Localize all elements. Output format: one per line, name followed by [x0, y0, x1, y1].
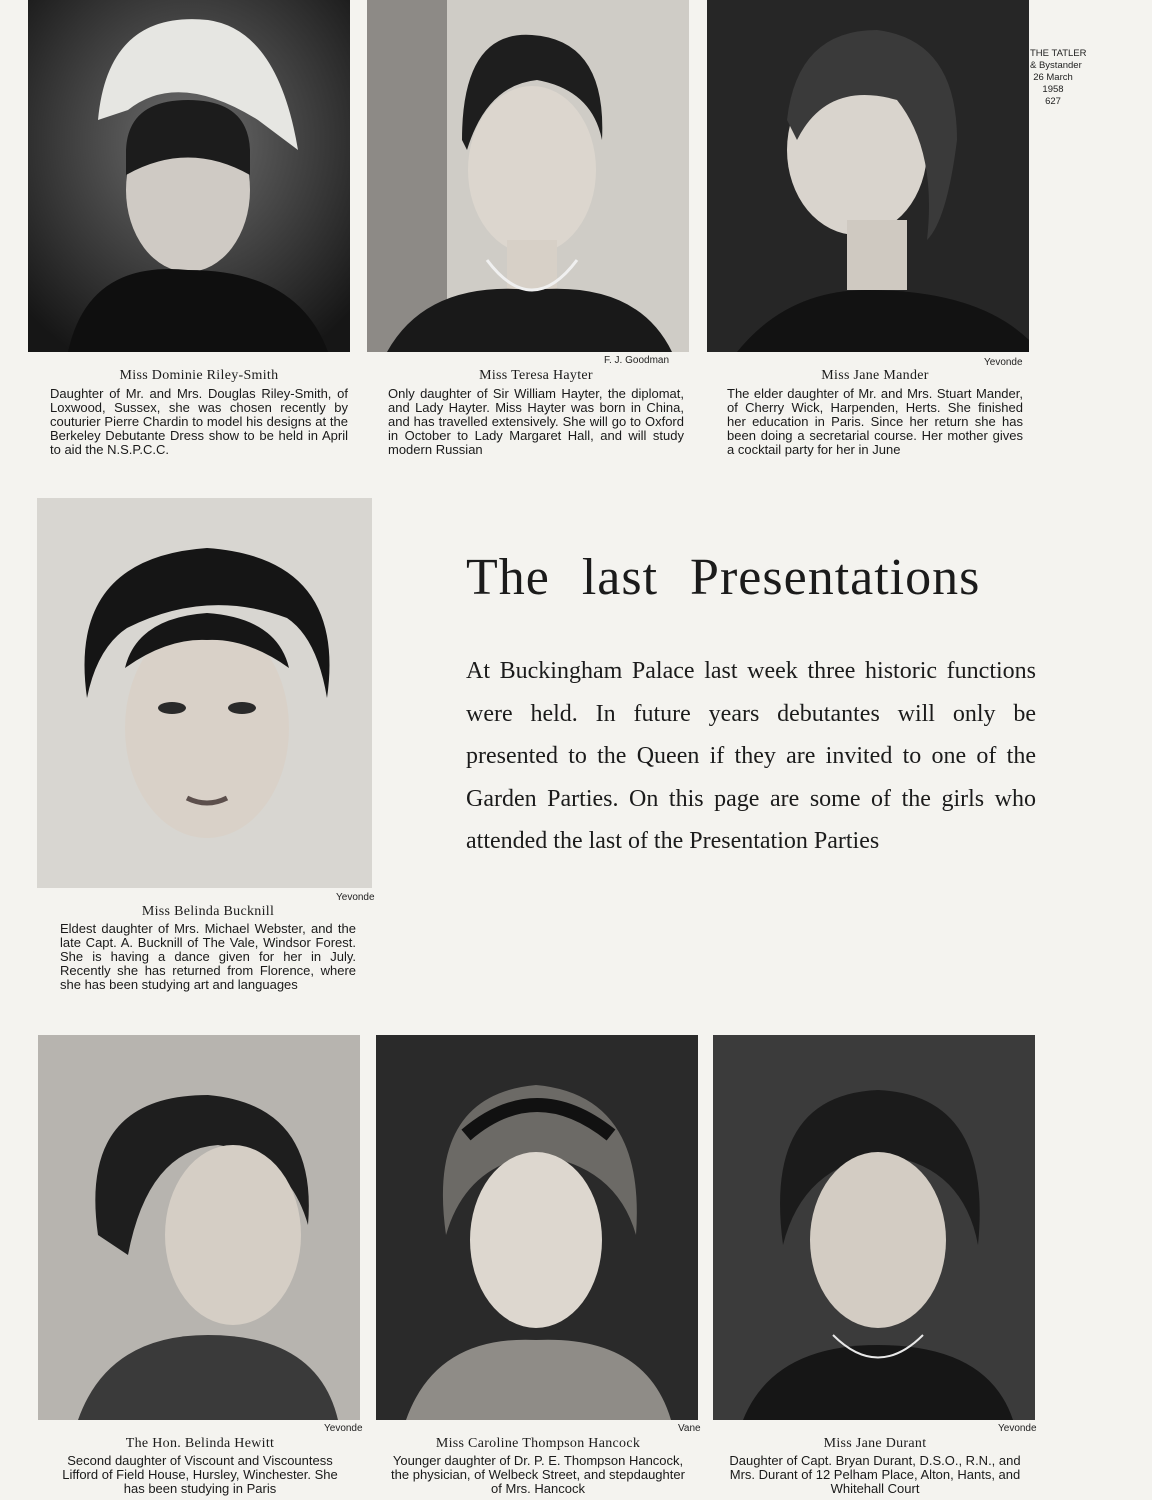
portrait-name: Miss Jane Durant — [823, 1436, 927, 1451]
portrait-photo — [713, 1035, 1035, 1420]
portrait-name: Miss Jane Mander — [821, 368, 929, 383]
portrait-photo — [28, 0, 350, 352]
portrait-caption: Younger daughter of Dr. P. E. Thompson Hancock, the physician, of Welbeck Street, and stepdaughter of Mrs. Hancock — [391, 1453, 685, 1496]
portrait-photo — [38, 1035, 360, 1420]
masthead-line: THE TATLER — [1030, 48, 1087, 59]
masthead-line: 26 March — [1033, 72, 1073, 83]
masthead-line: 627 — [1045, 96, 1061, 107]
photo-credit: F. J. Goodman — [604, 355, 670, 366]
portrait-photo — [707, 0, 1029, 352]
photo-credit: Vane — [678, 1423, 701, 1434]
portrait-photo — [376, 1035, 698, 1420]
portrait-name: Miss Dominie Riley-Smith — [119, 368, 279, 383]
portrait-caption: Eldest daughter of Mrs. Michael Webster, and the late Capt. A. Bucknill of The Vale, Windsor Forest. She is having a dance given for her in July. Recently she has returned from Florence, where she has been studying art and languages — [60, 921, 356, 992]
photo-credit: Yevonde — [336, 892, 375, 903]
portrait-photo — [37, 498, 372, 888]
masthead-line: 1958 — [1042, 84, 1064, 95]
portrait-caption: Daughter of Mr. and Mrs. Douglas Riley-Smith, of Loxwood, Sussex, she was chosen recently by couturier Pierre Chardin to model his designs at the Berkeley Debutante Dress show to be held in April to aid the N.S.P.C.C. — [50, 386, 348, 457]
page-title: The last Presentations — [466, 549, 981, 606]
portrait-name: Miss Caroline Thompson Hancock — [435, 1436, 641, 1451]
photo-credit: Yevonde — [984, 357, 1023, 368]
photo-credit: Yevonde — [324, 1423, 363, 1434]
portrait-caption: Daughter of Capt. Bryan Durant, D.S.O., R.N., and Mrs. Durant of 12 Pelham Place, Alton, Hants, and Whitehall Court — [729, 1453, 1021, 1496]
portrait-name: The Hon. Belinda Hewitt — [125, 1436, 275, 1451]
masthead — [1030, 48, 1087, 108]
portrait-name: Miss Teresa Hayter — [479, 368, 593, 383]
portrait-caption: Second daughter of Viscount and Viscountess Lifford of Field House, Hursley, Winchester. She has been studying in Paris — [62, 1453, 338, 1496]
intro-text: At Buckingham Palace last week three historic functions were held. In future years debutantes will only be presented to the Queen if they are invited to one of the Garden Parties. On this page are some of the girls who attended the last of the Presentation Parties — [466, 658, 1036, 854]
portrait-caption: The elder daughter of Mr. and Mrs. Stuart Mander, of Cherry Wick, Harpenden, Herts. She finished her education in Paris. Since her return she has been doing a secretarial course. Her mother gives a cocktail party for her in June — [727, 386, 1023, 457]
portrait-name: Miss Belinda Bucknill — [141, 904, 275, 919]
photo-credit: Yevonde — [998, 1423, 1037, 1434]
portrait-caption: Only daughter of Sir William Hayter, the diplomat, and Lady Hayter. Miss Hayter was born in China, and has travelled extensively. She will go to Oxford in October to Lady Margaret Hall, and will study modern Russian — [388, 386, 684, 457]
masthead-line: & Bystander — [1030, 60, 1082, 71]
portrait-photo — [367, 0, 689, 352]
